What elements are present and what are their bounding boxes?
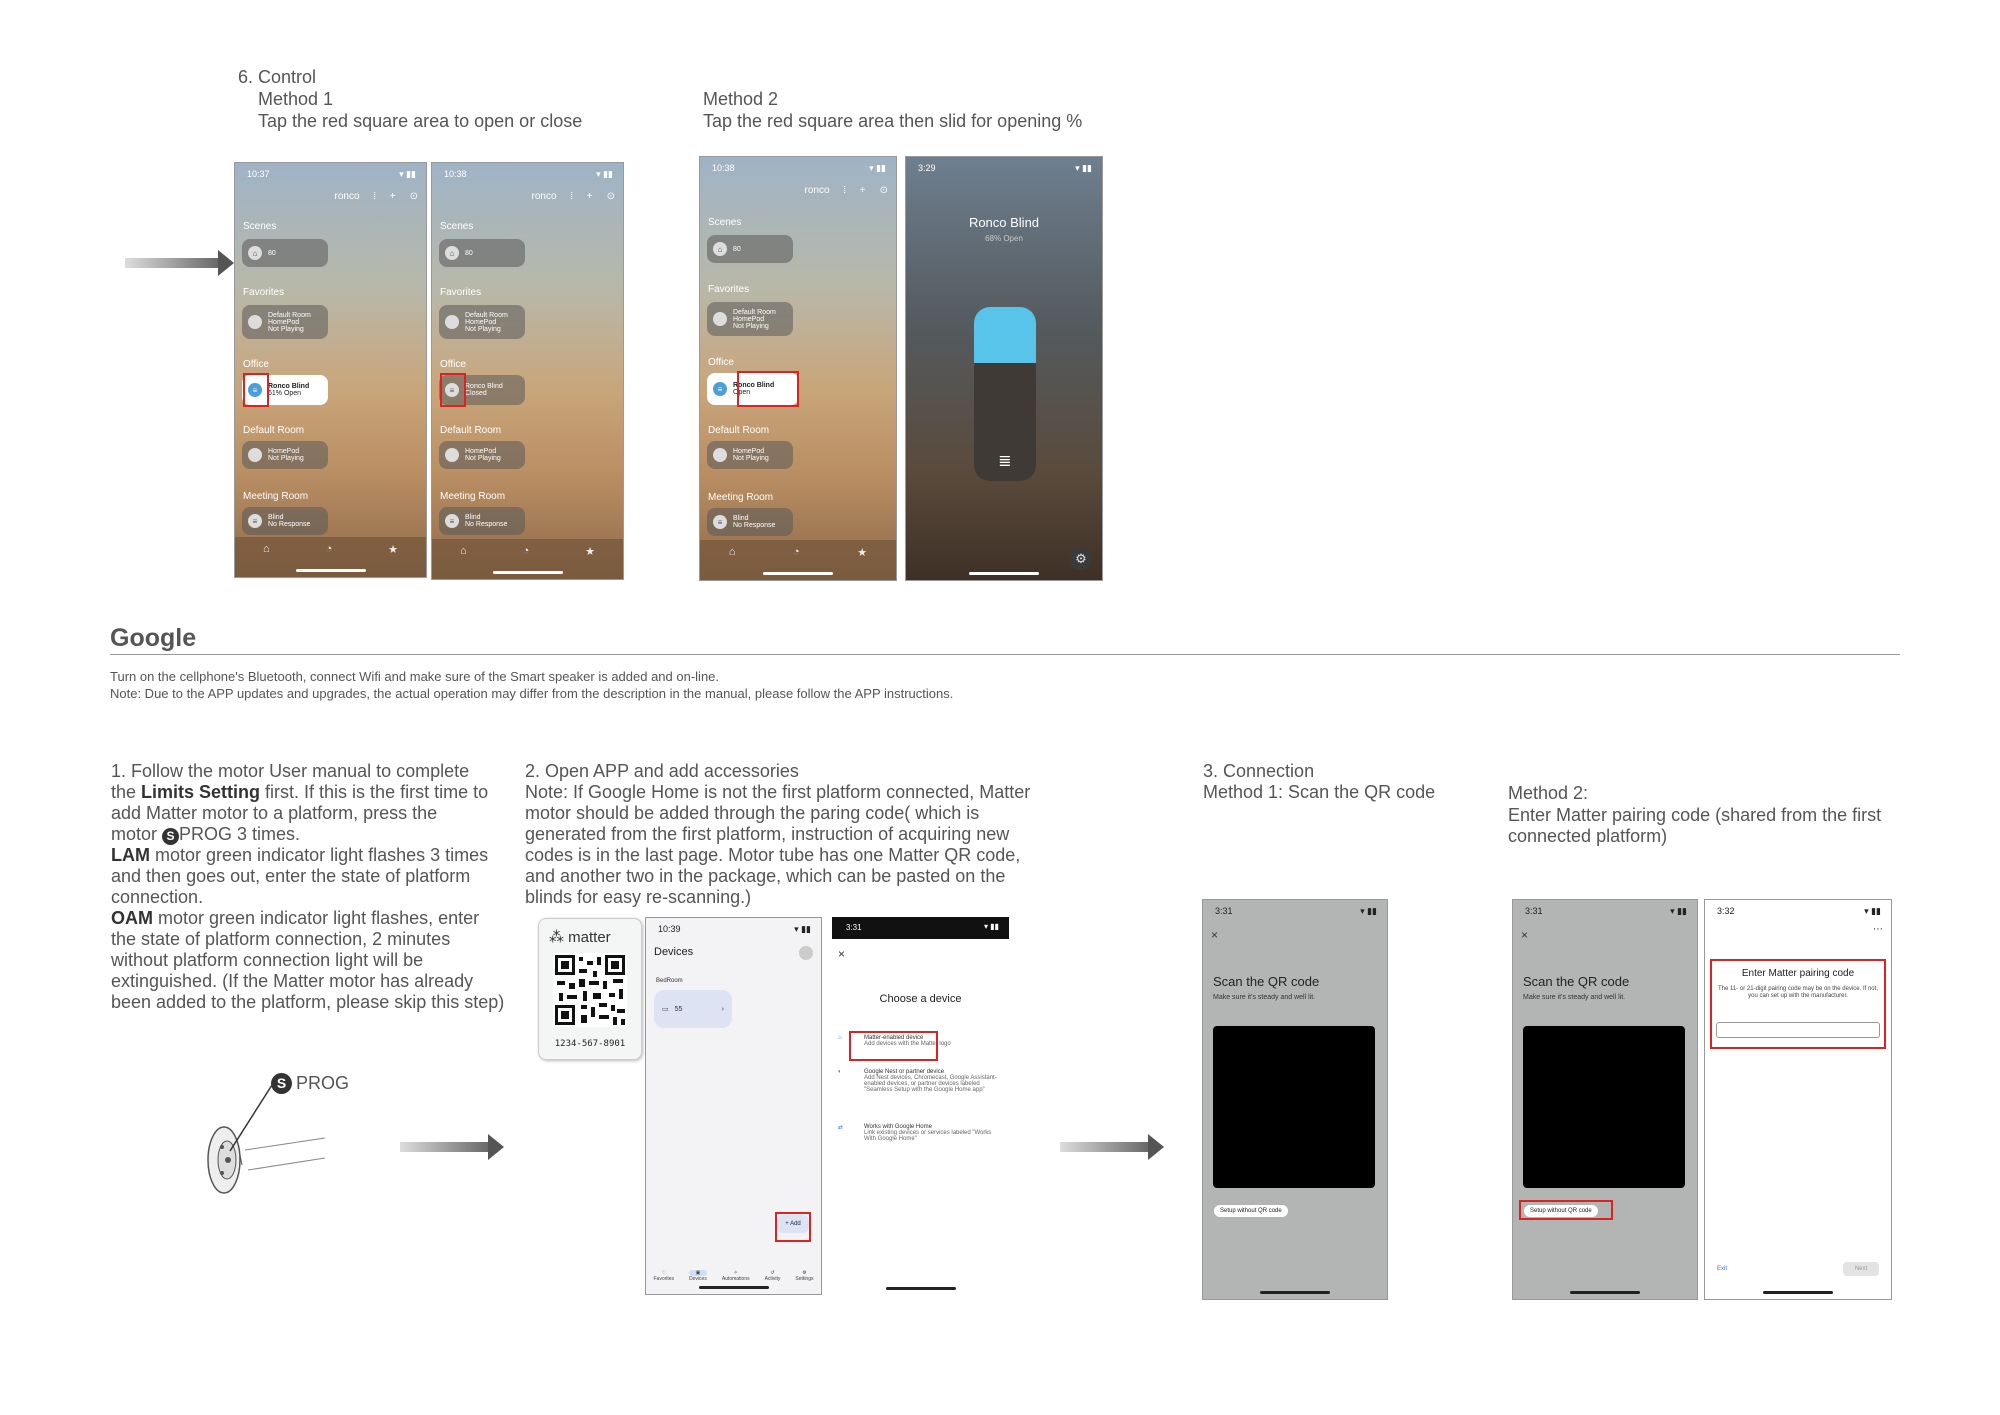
step2-text: 2. Open APP and add accessories Note: If Google Home is not the first platform connected, Matter motor should be added through the paring code( which is generated from the first platform, instruction of acquiring new codes is in the last page. Motor tube has one Matter QR code, and another two in the package, which can be pasted on the blinds for easy re-scanning.) bbox=[525, 761, 1031, 907]
option-works-with[interactable]: ⇄ Works with Google Home Link existing devices or services labeled "Works With Google Home" bbox=[838, 1124, 992, 1142]
homepod-icon bbox=[713, 448, 727, 462]
step3-method2-l1: Enter Matter pairing code (shared from the first bbox=[1508, 805, 1882, 825]
method2-desc: Tap the red square area then slid for opening % bbox=[703, 111, 1083, 131]
section-divider bbox=[110, 654, 1900, 655]
next-button[interactable]: Next bbox=[1843, 1262, 1879, 1276]
prog-button-icon: S bbox=[271, 1073, 292, 1094]
camera-viewfinder bbox=[1523, 1026, 1685, 1188]
status-bar: 3:29 ▾ ▮▮ bbox=[918, 163, 1092, 173]
matter-qr-card bbox=[538, 918, 642, 1060]
history-icon: ↺ bbox=[770, 1270, 775, 1276]
blind-slider-screen bbox=[905, 156, 1103, 581]
more-icon[interactable]: ⋯ bbox=[1873, 924, 1883, 935]
scan-title: Scan the QR code bbox=[1213, 974, 1320, 989]
blind2-tile[interactable]: ≡ Blind No Response bbox=[707, 508, 793, 536]
camera-viewfinder bbox=[1213, 1026, 1375, 1188]
arrow-right-icon bbox=[1060, 1142, 1150, 1152]
home-top-bar: ronco ⦙ + ⊙ bbox=[804, 185, 888, 196]
nav-automations[interactable]: ✧ Automations bbox=[721, 1270, 750, 1282]
device-tile[interactable]: ▭ 55 › bbox=[654, 990, 732, 1028]
nest-icon: ◐ bbox=[838, 1069, 842, 1075]
home-indicator bbox=[1763, 1291, 1833, 1294]
default-room-label: Default Room bbox=[440, 425, 502, 436]
homepod-icon bbox=[713, 312, 727, 326]
scenes-label: Scenes bbox=[243, 221, 277, 232]
qr-code-icon bbox=[553, 953, 627, 1027]
status-bar: 3:31 ▾ ▮▮ bbox=[1215, 906, 1377, 916]
blind-icon: ≡ bbox=[445, 514, 459, 528]
home-top-bar: ronco ⦙ + ⊙ bbox=[334, 191, 418, 202]
plus-icon: + bbox=[785, 1221, 789, 1227]
matter-home-icon: ⌂ bbox=[838, 1035, 842, 1041]
s-button-icon: S bbox=[162, 828, 179, 845]
blind-icon: ≡ bbox=[713, 515, 727, 529]
homepod-icon bbox=[248, 448, 262, 462]
office-label: Office bbox=[708, 357, 734, 368]
waveform-icon: ⦙ bbox=[843, 185, 846, 196]
slider-fill bbox=[974, 307, 1036, 363]
scene-tile[interactable]: ⌂ 80 bbox=[439, 239, 525, 267]
exit-button[interactable]: Exit bbox=[1717, 1266, 1728, 1272]
step1-text: 1. Follow the motor User manual to complete the Limits Setting first. If this is the first time to add Matter motor to a platform, press the motor S PROG 3 times. LAM motor green indicator light flashes 3 times and then goes out, enter the state of platform connection. OAM motor green indicator light flashes, enter the state of platform connection, 2 minutes without platform connection light will be extinguished. (If the Matter motor has already been added to the platform, please skip this step) bbox=[111, 761, 505, 1012]
google-title: Google bbox=[110, 624, 197, 652]
account-avatar[interactable] bbox=[799, 946, 813, 960]
tab-automation-icon[interactable]: ◔ bbox=[325, 543, 333, 555]
status-bar: 10:38 ▾ ▮▮ bbox=[712, 163, 886, 173]
meeting-room-label: Meeting Room bbox=[440, 491, 506, 502]
prog-label: PROG bbox=[296, 1073, 350, 1093]
method1-desc: Tap the red square area to open or close bbox=[258, 111, 583, 131]
homepod-tile[interactable]: HomePod Not Playing bbox=[242, 441, 328, 469]
meeting-room-label: Meeting Room bbox=[708, 492, 774, 503]
devices-screen bbox=[645, 917, 822, 1295]
tap-highlight bbox=[737, 371, 799, 407]
plus-icon[interactable]: + bbox=[859, 185, 866, 196]
step3-heading: 3. Connection bbox=[1203, 761, 1315, 781]
method2-title: Method 2 bbox=[703, 89, 779, 109]
home-screen-1 bbox=[234, 162, 427, 578]
add-button[interactable]: + Add bbox=[777, 1215, 809, 1233]
tab-discover-icon[interactable]: ★ bbox=[857, 547, 868, 559]
favorites-label: Favorites bbox=[243, 287, 285, 298]
scan-subtitle: Make sure it's steady and well lit. bbox=[1213, 994, 1316, 1001]
status-bar: 3:31 ▾ ▮▮ bbox=[832, 917, 1009, 939]
scenes-label: Scenes bbox=[708, 217, 742, 228]
meeting-room-label: Meeting Room bbox=[243, 491, 309, 502]
devices-title: Devices bbox=[654, 946, 694, 958]
home-top-bar: ronco ⦙ + ⊙ bbox=[531, 191, 615, 202]
step3-method2-l2: connected platform) bbox=[1508, 826, 1668, 846]
plus-icon[interactable]: + bbox=[586, 191, 593, 202]
pairing-title: Enter Matter pairing code bbox=[1741, 968, 1855, 979]
tab-home-icon[interactable]: ⌂ bbox=[262, 543, 270, 555]
favorites-label: Favorites bbox=[440, 287, 482, 298]
scene-tile[interactable]: ⌂ 80 bbox=[242, 239, 328, 267]
favorite-tile[interactable]: Default Room HomePod Not Playing bbox=[439, 305, 525, 339]
status-bar: 10:39 ▾ ▮▮ bbox=[658, 924, 811, 934]
home-icon: ⌂ bbox=[445, 246, 459, 260]
slider-status: 68% Open bbox=[985, 234, 1023, 243]
matter-label: matter bbox=[568, 929, 611, 946]
sparkle-icon: ✧ bbox=[733, 1270, 738, 1276]
homepod-icon bbox=[445, 315, 459, 329]
tap-highlight bbox=[243, 373, 269, 407]
step3-method1: Method 1: Scan the QR code bbox=[1203, 782, 1436, 802]
matter-code: 1234-567-8901 bbox=[554, 1039, 626, 1049]
link-icon: ⇄ bbox=[838, 1125, 844, 1131]
nav-settings[interactable]: ⚙ Settings bbox=[795, 1270, 814, 1282]
slider-title: Ronco Blind bbox=[968, 215, 1040, 230]
add-highlight bbox=[775, 1212, 811, 1242]
blind-icon: ≡ bbox=[248, 514, 262, 528]
waveform-icon: ⦙ bbox=[373, 191, 376, 202]
more-icon[interactable]: ⊙ bbox=[409, 191, 418, 202]
choose-title: Choose a device bbox=[879, 993, 962, 1005]
home-indicator bbox=[886, 1287, 956, 1290]
heart-icon: ♡ bbox=[661, 1270, 666, 1276]
blind-tile[interactable]: ≡ Ronco Blind 61% Open bbox=[242, 375, 328, 405]
status-bar: 10:38 ▾ ▮▮ bbox=[444, 169, 613, 179]
tv-icon: ▭ bbox=[662, 1006, 669, 1013]
default-room-label: Default Room bbox=[243, 425, 305, 436]
tab-automation-icon[interactable]: ◔ bbox=[522, 545, 530, 557]
nav-devices[interactable]: ▣ Devices bbox=[689, 1270, 707, 1282]
tab-discover-icon[interactable]: ★ bbox=[388, 544, 399, 556]
home-indicator bbox=[493, 571, 563, 574]
setup-without-qr-button[interactable]: Setup without QR code bbox=[1524, 1205, 1598, 1217]
tab-home-icon[interactable]: ⌂ bbox=[459, 545, 467, 557]
scenes-label: Scenes bbox=[440, 221, 474, 232]
home-icon: ⌂ bbox=[713, 242, 727, 256]
blind-tile[interactable]: ≡ Ronco Blind Open bbox=[707, 373, 799, 405]
matter-option-highlight bbox=[849, 1031, 938, 1061]
home-indicator bbox=[1570, 1291, 1640, 1294]
close-icon[interactable]: × bbox=[838, 947, 846, 961]
bedroom-label: BedRoom bbox=[656, 978, 683, 984]
nav-favorites[interactable]: ♡ Favorites bbox=[653, 1270, 675, 1282]
setup-button-highlight bbox=[1519, 1200, 1613, 1220]
homepod-icon bbox=[248, 315, 262, 329]
nav-activity[interactable]: ↺ Activity bbox=[764, 1270, 781, 1282]
home-indicator bbox=[296, 569, 366, 572]
tab-discover-icon[interactable]: ★ bbox=[585, 546, 596, 558]
tap-highlight bbox=[440, 373, 466, 407]
matter-logo-icon: ⁂ bbox=[549, 929, 564, 946]
google-intro-2: Note: Due to the APP updates and upgrades, the actual operation may differ from the description in the manual, please follow the APP instructions. bbox=[110, 686, 954, 701]
home-icon: ⌂ bbox=[248, 246, 262, 260]
arrow-right-icon bbox=[125, 258, 220, 268]
office-label: Office bbox=[440, 359, 466, 370]
scene-tile[interactable]: ⌂ 80 bbox=[707, 235, 793, 263]
arrow-right-icon bbox=[400, 1142, 490, 1152]
bottom-nav bbox=[646, 1270, 821, 1282]
tab-home-icon[interactable]: ⌂ bbox=[728, 546, 736, 558]
pairing-code-screen bbox=[1704, 899, 1892, 1300]
scan-subtitle: Make sure it's steady and well lit. bbox=[1523, 994, 1626, 1001]
office-label: Office bbox=[243, 359, 269, 370]
devices-icon: ▣ bbox=[689, 1270, 707, 1276]
method1-title: Method 1 bbox=[258, 89, 334, 109]
more-icon[interactable]: ⊙ bbox=[606, 191, 615, 202]
close-icon[interactable]: × bbox=[1521, 928, 1529, 942]
scan-qr-screen-1 bbox=[1202, 899, 1388, 1300]
plus-icon[interactable]: + bbox=[389, 191, 396, 202]
gear-icon: ⚙ bbox=[802, 1270, 807, 1276]
favorite-tile[interactable]: Default Room HomePod Not Playing bbox=[242, 305, 328, 339]
blind-icon: ≡ bbox=[713, 382, 727, 396]
homepod-tile[interactable]: HomePod Not Playing bbox=[439, 441, 525, 469]
home-indicator bbox=[699, 1286, 769, 1289]
blind-icon: ≡ bbox=[445, 383, 459, 397]
step3-method2-title: Method 2: bbox=[1508, 783, 1589, 803]
homepod-tile[interactable]: HomePod Not Playing bbox=[707, 441, 793, 469]
blind-slider[interactable] bbox=[974, 307, 1036, 481]
blind-icon: ≡ bbox=[248, 383, 262, 397]
home-indicator bbox=[1260, 1291, 1330, 1294]
option-nest[interactable]: ◐ Google Nest or partner device Add Nest devices, Chromecast, Google Assistant-enabled devices, or partner devices labeled "Seamless Setup with the Google Home app" bbox=[838, 1069, 997, 1093]
blind-tile[interactable]: ≡ Ronco Blind Closed bbox=[439, 375, 525, 405]
tab-automation-icon[interactable]: ◔ bbox=[793, 546, 800, 558]
pairing-code-input[interactable] bbox=[1716, 1022, 1880, 1038]
setup-without-qr-button[interactable]: Setup without QR code bbox=[1214, 1205, 1288, 1217]
blind2-tile[interactable]: ≡ Blind No Response bbox=[439, 507, 525, 535]
status-bar: 3:32 ▾ ▮▮ bbox=[1717, 906, 1881, 916]
more-icon[interactable]: ⊙ bbox=[879, 185, 888, 196]
favorite-tile[interactable]: Default Room HomePod Not Playing bbox=[707, 302, 793, 336]
waveform-icon: ⦙ bbox=[570, 191, 573, 202]
home-indicator bbox=[969, 572, 1039, 575]
scan-qr-screen-2 bbox=[1512, 899, 1698, 1300]
choose-device-screen bbox=[832, 917, 1009, 1295]
home-screen-2 bbox=[431, 162, 624, 580]
option-matter[interactable]: ⌂ Matter-enabled device Add devices with the Matter logo bbox=[838, 1035, 951, 1047]
homepod-icon bbox=[445, 448, 459, 462]
status-bar: 10:37 ▾ ▮▮ bbox=[247, 169, 416, 179]
blind-icon: ≣ bbox=[998, 453, 1012, 470]
home-indicator bbox=[763, 572, 833, 575]
pairing-desc: The 11- or 21-digit pairing code may be on the device. If not, you can set up with the manufacturer. bbox=[1718, 986, 1878, 999]
default-room-label: Default Room bbox=[708, 425, 770, 436]
step6-heading: 6. Control bbox=[238, 67, 317, 87]
chevron-right-icon: › bbox=[721, 1005, 724, 1013]
settings-gear-icon[interactable]: ⚙ bbox=[1070, 548, 1092, 570]
blind2-tile[interactable]: ≡ Blind No Response bbox=[242, 507, 328, 535]
home-screen-3 bbox=[699, 156, 897, 581]
status-bar: 3:31 ▾ ▮▮ bbox=[1525, 906, 1687, 916]
favorites-label: Favorites bbox=[708, 284, 750, 295]
google-intro-1: Turn on the cellphone's Bluetooth, connect Wifi and make sure of the Smart speaker is added and on-line. bbox=[110, 669, 720, 684]
scan-title: Scan the QR code bbox=[1523, 974, 1630, 989]
close-icon[interactable]: × bbox=[1211, 928, 1219, 942]
